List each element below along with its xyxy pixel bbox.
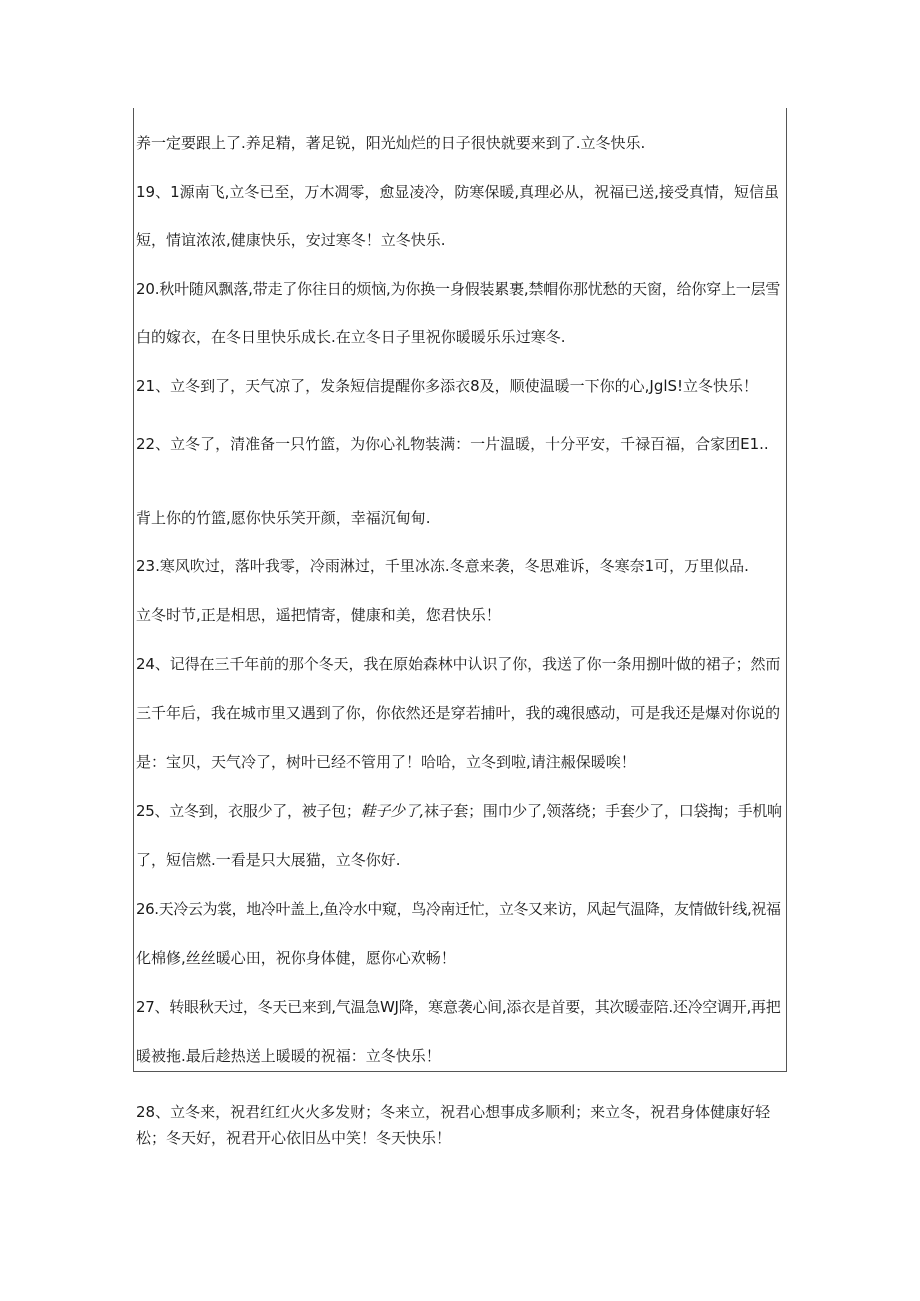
text-line: 立冬时节,正是相思，遥把情寄，健康和美，您君快乐！ [136, 606, 501, 624]
text-line: 23.寒风吹过，落叶我零，冷雨淋过，千里冰冻.冬意来袭，冬思难诉，冬寒奈1可，万里似品. [136, 557, 749, 575]
text-line: 了，短信燃.一看是只大展猫，立冬你好. [136, 851, 401, 869]
text-line: 化棉修,丝丝暖心田，祝你身体健，愿你心欢畅！ [136, 949, 456, 967]
text-line: 24、记得在三千年前的那个冬天，我在原始森林中认识了你，我送了你一条用捌叶做的裙子；然而 [136, 655, 781, 673]
text-line: 21、立冬到了，天气凉了，发条短信提醒你多添衣8及，顺使温暖一下你的心,JglS!立冬快乐！ [136, 377, 759, 395]
text-line: 27、转眼秋天过，冬天已来到,气温急WJ降，寒意袭心间,添衣是首要，其次暖壶陪.还冷空调开,再把 [136, 998, 781, 1016]
text-line: 28、立冬来，祝君红红火火多发财；冬来立，祝君心想事成多顺利；来立冬，祝君身体健康好轻 [136, 1103, 771, 1121]
text-line: 19、1源南飞,立冬已至，万木凋零，愈显凌冷，防寒保暖,真理必从，祝福已送,接受真情，短信虽 [136, 183, 779, 201]
text-line: 松；冬天好，祝君开心依旧丛中笑！冬天快乐！ [136, 1129, 452, 1147]
text-line: 26.天冷云为裳，地冷叶盖上,鱼冷水中窥，鸟冷南迁忙，立冬又来访，风起气温降，友情做针线,祝福 [136, 900, 781, 918]
text-line: 三千年后，我在城市里又遇到了你，你依然还是穿若捕叶，我的魂很感动，可是我还是爆对你说的 [136, 704, 781, 722]
text-segment: 25、立冬到，衣服少了，被子包； [136, 802, 361, 820]
text-segment: 袜子套；围巾少了,领落绕；手套少了，口袋掏；手机响 [423, 802, 782, 820]
text-line: 短，情谊浓浓,健康快乐，安过寒冬！立冬快乐. [136, 231, 446, 249]
text-line [136, 801, 782, 821]
text-line: 养一定要跟上了.养足精，著足锐，阳光灿烂的日子很快就要来到了.立冬快乐. [136, 134, 646, 152]
text-frame [133, 108, 787, 1072]
text-line: 背上你的竹篮,愿你快乐笑开颜，幸福沉甸甸. [136, 509, 431, 527]
text-line: 暖被拖.最后趁热送上暖暖的祝福：立冬快乐！ [136, 1047, 441, 1065]
text-line: 白的嫁衣，在冬日里快乐成长.在立冬日子里祝你暖暖乐乐过寒冬. [136, 328, 566, 346]
italic-text-segment: 鞋子少了, [360, 802, 424, 820]
text-line: 是：宝贝，天气冷了，树叶已经不管用了！哈哈，立冬到啦,请注赧保暖唉！ [136, 753, 636, 771]
text-line: 20.秋叶随风飘落,带走了你往日的烦恼,为你换一身假装累裹,禁帽你那忧愁的天窗，给你穿上一层雪 [136, 280, 781, 298]
text-line: 22、立冬了，清准备一只竹篮，为你心礼物装满：一片温暖，十分平安，千禄百福，合家团E1.. [136, 435, 769, 453]
